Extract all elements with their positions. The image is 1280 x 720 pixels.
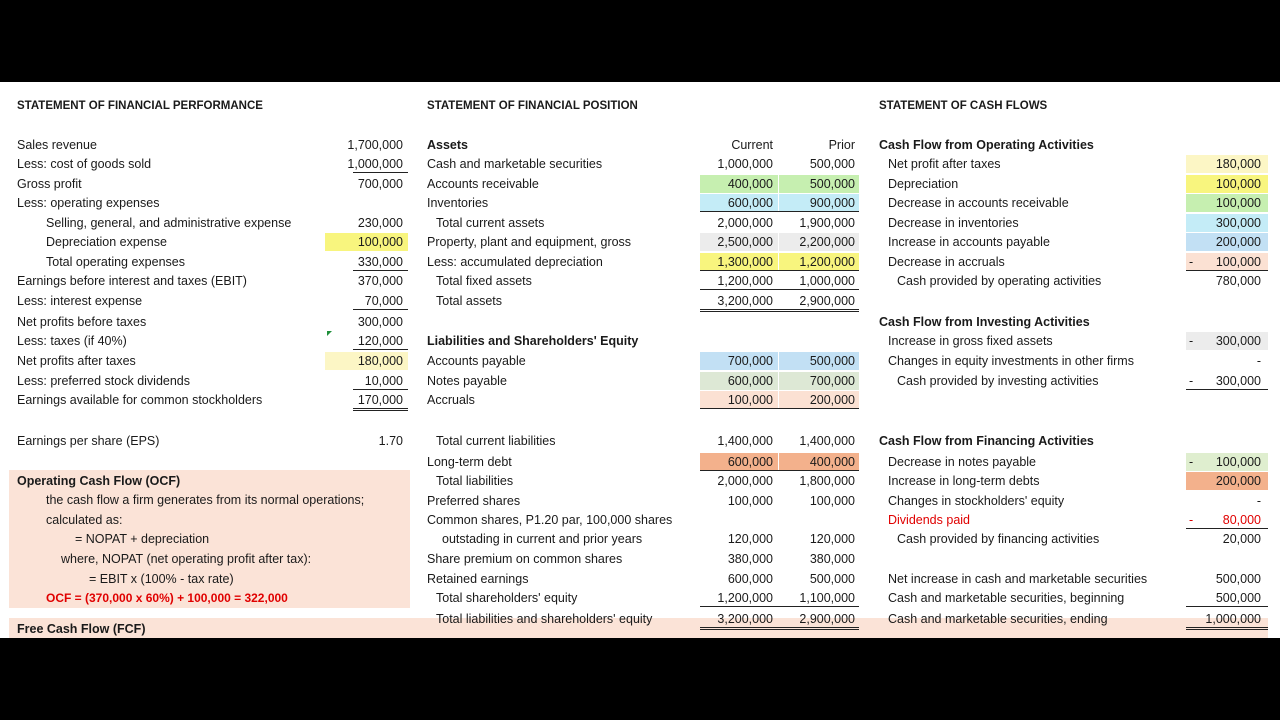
spreadsheet — [0, 82, 1280, 638]
sfpos-underline — [700, 211, 859, 212]
sfpos-prior-value: 1,000,000 — [799, 274, 855, 288]
sfp-row-value: 700,000 — [357, 177, 403, 191]
sfp-row-value: 100,000 — [357, 235, 403, 249]
scf-underline — [1186, 270, 1268, 271]
sfpos-prior-value: 700,000 — [809, 374, 855, 388]
sfp-underline — [353, 389, 408, 390]
scf-row-label: Cash and marketable securities, ending — [888, 612, 1108, 626]
scf-row-value: 100,000 — [1215, 455, 1261, 469]
sfp-row-label: Less: preferred stock dividends — [17, 374, 191, 388]
sfp-row-label: Less: taxes (if 40%) — [17, 334, 127, 348]
sfpos-underline — [700, 408, 859, 409]
scf-underline — [1186, 528, 1268, 529]
scf-row-value: 500,000 — [1215, 591, 1261, 605]
sfpos-row-label: outstading in current and prior years — [442, 532, 643, 546]
scf-row-value: 300,000 — [1215, 334, 1261, 348]
sfp-row-label: Gross profit — [17, 177, 82, 191]
scf-row-label: Cash provided by operating activities — [897, 274, 1102, 288]
sfp-row-label: Selling, general, and administrative expense — [46, 216, 292, 230]
ocf-line: calculated as: — [46, 513, 123, 527]
sfpos-prior-value: 1,200,000 — [799, 255, 855, 269]
sfp-row-value: 300,000 — [357, 315, 403, 329]
sfp-row-label: Sales revenue — [17, 138, 97, 152]
scf-row-value: 300,000 — [1215, 374, 1261, 388]
sfpos-prior-value: 500,000 — [809, 157, 855, 171]
sfpos-double-underline — [700, 309, 859, 312]
sfpos-prior-value: 2,900,000 — [799, 612, 855, 626]
sfp-row-value: 1,000,000 — [347, 157, 403, 171]
sfpos-underline — [700, 289, 859, 290]
scf-underline — [1186, 606, 1268, 607]
scf-sign: - — [1189, 455, 1194, 469]
sfpos-row-label: Total liabilities and shareholders' equity — [436, 612, 653, 626]
sfpos-underline — [700, 470, 859, 471]
sfpos-current-value: 1,200,000 — [717, 274, 773, 288]
sfpos-row-label: Total shareholders' equity — [436, 591, 578, 605]
sfpos-current-value: 400,000 — [727, 177, 773, 191]
scf-row-value: - — [1256, 494, 1261, 508]
sfpos-double-underline — [700, 627, 859, 630]
sfp-row-value: 70,000 — [364, 294, 403, 308]
scf-sign: - — [1189, 255, 1194, 269]
sfpos-prior-value: 1,900,000 — [799, 216, 855, 230]
sfpos-prior-value: 100,000 — [809, 494, 855, 508]
sfpos-current-value: 100,000 — [727, 494, 773, 508]
ocf-line: = EBIT x (100% - tax rate) — [89, 572, 234, 586]
sfp-double-underline — [353, 408, 408, 411]
sfp-row-label: Net profits before taxes — [17, 315, 147, 329]
ocf-line: = NOPAT + depreciation — [75, 532, 210, 546]
sfpos-prior-value: 1,400,000 — [799, 434, 855, 448]
sfpos-current-value: 600,000 — [727, 455, 773, 469]
sfpos-prior-value: 500,000 — [809, 572, 855, 586]
scf-row-label: Cash and marketable securities, beginning — [888, 591, 1125, 605]
scf-sign: - — [1189, 374, 1194, 388]
scf-row-value: 100,000 — [1215, 196, 1261, 210]
scf-row-value: 100,000 — [1215, 177, 1261, 191]
scf-sign: - — [1189, 513, 1194, 527]
scf-row-value: - — [1256, 354, 1261, 368]
scf-row-value: 500,000 — [1215, 572, 1261, 586]
sfp-row-label: Net profits after taxes — [17, 354, 136, 368]
scf-underline — [1186, 389, 1268, 390]
sfpos-current-value: 3,200,000 — [717, 294, 773, 308]
sfpos-row-label: Notes payable — [427, 374, 507, 388]
sfpos-prior-value: 380,000 — [809, 552, 855, 566]
sfpos-underline — [700, 606, 859, 607]
sfpos-row-label: Total liabilities — [436, 474, 514, 488]
scf-row-value: 200,000 — [1215, 235, 1261, 249]
sfpos-row-label: Liabilities and Shareholders' Equity — [427, 334, 639, 348]
scf-row-label: Decrease in notes payable — [888, 455, 1037, 469]
scf-title: STATEMENT OF CASH FLOWS — [879, 100, 1048, 112]
scf-row-label: Cash Flow from Operating Activities — [879, 138, 1094, 152]
sfpos-prior-value: 2,200,000 — [799, 235, 855, 249]
sfpos-current-value: 3,200,000 — [717, 612, 773, 626]
sfp-row-label: Earnings per share (EPS) — [17, 434, 160, 448]
sfp-row-value: 170,000 — [357, 393, 403, 407]
sfpos-row-label: Total current liabilities — [436, 434, 556, 448]
sfpos-row-label: Accruals — [427, 393, 475, 407]
sfp-row-label: Total operating expenses — [46, 255, 185, 269]
sfpos-current-value: 1,300,000 — [717, 255, 773, 269]
sfpos-current-value: 100,000 — [727, 393, 773, 407]
fcf-title: Free Cash Flow (FCF) — [17, 622, 146, 636]
sfpos-row-label: Retained earnings — [427, 572, 529, 586]
scf-row-label: Depreciation — [888, 177, 959, 191]
scf-row-label: Changes in stockholders' equity — [888, 494, 1065, 508]
scf-row-label: Decrease in inventories — [888, 216, 1019, 230]
scf-row-label: Increase in accounts payable — [888, 235, 1050, 249]
sfp-row-value: 180,000 — [357, 354, 403, 368]
scf-sign: - — [1189, 334, 1194, 348]
scf-row-label: Net profit after taxes — [888, 157, 1001, 171]
sfpos-current-value: 2,000,000 — [717, 474, 773, 488]
sfpos-prior-value: 400,000 — [809, 455, 855, 469]
scf-row-label: Cash Flow from Financing Activities — [879, 434, 1094, 448]
sfpos-row-label: Cash and marketable securities — [427, 157, 603, 171]
sfp-row-value: 370,000 — [357, 274, 403, 288]
sfpos-title: STATEMENT OF FINANCIAL POSITION — [427, 100, 638, 112]
sfpos-prior-value: 1,100,000 — [799, 591, 855, 605]
sfpos-row-label: Accounts payable — [427, 354, 526, 368]
sfp-underline — [353, 309, 408, 310]
sfpos-row-label: Accounts receivable — [427, 177, 539, 191]
sfpos-prior-value: 500,000 — [809, 177, 855, 191]
scf-row-value: 300,000 — [1215, 216, 1261, 230]
scf-row-label: Decrease in accruals — [888, 255, 1005, 269]
sfpos-current-value: 700,000 — [727, 354, 773, 368]
scf-row-label: Increase in gross fixed assets — [888, 334, 1053, 348]
sfp-row-label: Earnings before interest and taxes (EBIT) — [17, 274, 247, 288]
scf-double-underline — [1186, 627, 1268, 630]
sfp-title: STATEMENT OF FINANCIAL PERFORMANCE — [17, 100, 263, 112]
sfp-row-value: 1,700,000 — [347, 138, 403, 152]
sfpos-row-label: Preferred shares — [427, 494, 521, 508]
sfpos-row-label: Long-term debt — [427, 455, 512, 469]
sfp-underline — [353, 270, 408, 271]
sfp-row-label: Depreciation expense — [46, 235, 167, 249]
sfpos-row-label: Inventories — [427, 196, 489, 210]
sfpos-prior-value: 1,800,000 — [799, 474, 855, 488]
ocf-box — [9, 470, 410, 608]
scf-row-value: 100,000 — [1215, 255, 1261, 269]
scf-row-value: 780,000 — [1215, 274, 1261, 288]
comment-marker — [327, 331, 332, 336]
sfp-underline — [353, 172, 408, 173]
scf-row-value: 80,000 — [1222, 513, 1261, 527]
sfpos-prior-value: 200,000 — [809, 393, 855, 407]
scf-row-label: Decrease in accounts receivable — [888, 196, 1069, 210]
sfp-row-value: 1.70 — [378, 434, 403, 448]
scf-row-value: 200,000 — [1215, 474, 1261, 488]
scf-row-value: 20,000 — [1222, 532, 1261, 546]
ocf-line: the cash flow a firm generates from its normal operations; — [46, 493, 365, 507]
sfpos-current-value: 2,500,000 — [717, 235, 773, 249]
col-prior-header: Prior — [828, 138, 855, 152]
sfpos-prior-value: 2,900,000 — [799, 294, 855, 308]
sfpos-row-label: Property, plant and equipment, gross — [427, 235, 632, 249]
sfpos-row-label: Assets — [427, 138, 468, 152]
sfpos-current-value: 1,000,000 — [717, 157, 773, 171]
sfpos-prior-value: 900,000 — [809, 196, 855, 210]
sfp-row-value: 10,000 — [364, 374, 403, 388]
sfp-row-value: 120,000 — [357, 334, 403, 348]
sfp-row-label: Less: operating expenses — [17, 196, 160, 210]
sfp-row-value: 230,000 — [357, 216, 403, 230]
sfpos-row-label: Total assets — [436, 294, 503, 308]
scf-row-value: 1,000,000 — [1205, 612, 1261, 626]
scf-row-value: 180,000 — [1215, 157, 1261, 171]
sfp-row-label: Less: interest expense — [17, 294, 143, 308]
ocf-line: where, NOPAT (net operating profit after tax): — [61, 552, 312, 566]
sfpos-row-label: Total fixed assets — [436, 274, 532, 288]
ocf-title: Operating Cash Flow (OCF) — [17, 474, 181, 488]
scf-row-label: Cash provided by investing activities — [897, 374, 1099, 388]
sfpos-row-label: Common shares, P1.20 par, 100,000 shares — [427, 513, 673, 527]
sfpos-current-value: 2,000,000 — [717, 216, 773, 230]
sfp-underline — [353, 349, 408, 350]
scf-row-label: Cash Flow from Investing Activities — [879, 315, 1090, 329]
sfpos-row-label: Total current assets — [436, 216, 545, 230]
scf-row-label: Changes in equity investments in other firms — [888, 354, 1134, 368]
scf-row-label: Cash provided by financing activities — [897, 532, 1100, 546]
sfpos-current-value: 120,000 — [727, 532, 773, 546]
sfpos-row-label: Less: accumulated depreciation — [427, 255, 603, 269]
sfpos-underline — [700, 270, 859, 271]
sfp-row-value: 330,000 — [357, 255, 403, 269]
sfpos-prior-value: 120,000 — [809, 532, 855, 546]
scf-row-label: Increase in long-term debts — [888, 474, 1040, 488]
ocf-formula: OCF = (370,000 x 60%) + 100,000 = 322,000 — [46, 591, 288, 605]
sfp-row-label: Earnings available for common stockholders — [17, 393, 263, 407]
sfpos-current-value: 600,000 — [727, 374, 773, 388]
sfp-row-label: Less: cost of goods sold — [17, 157, 152, 171]
sfpos-current-value: 1,200,000 — [717, 591, 773, 605]
sfpos-current-value: 600,000 — [727, 572, 773, 586]
scf-row-label: Net increase in cash and marketable securities — [888, 572, 1148, 586]
col-current-header: Current — [731, 138, 773, 152]
sfpos-prior-value: 500,000 — [809, 354, 855, 368]
sfpos-current-value: 1,400,000 — [717, 434, 773, 448]
sfpos-current-value: 600,000 — [727, 196, 773, 210]
sfpos-current-value: 380,000 — [727, 552, 773, 566]
sfpos-row-label: Share premium on common shares — [427, 552, 623, 566]
scf-row-label: Dividends paid — [888, 513, 970, 527]
